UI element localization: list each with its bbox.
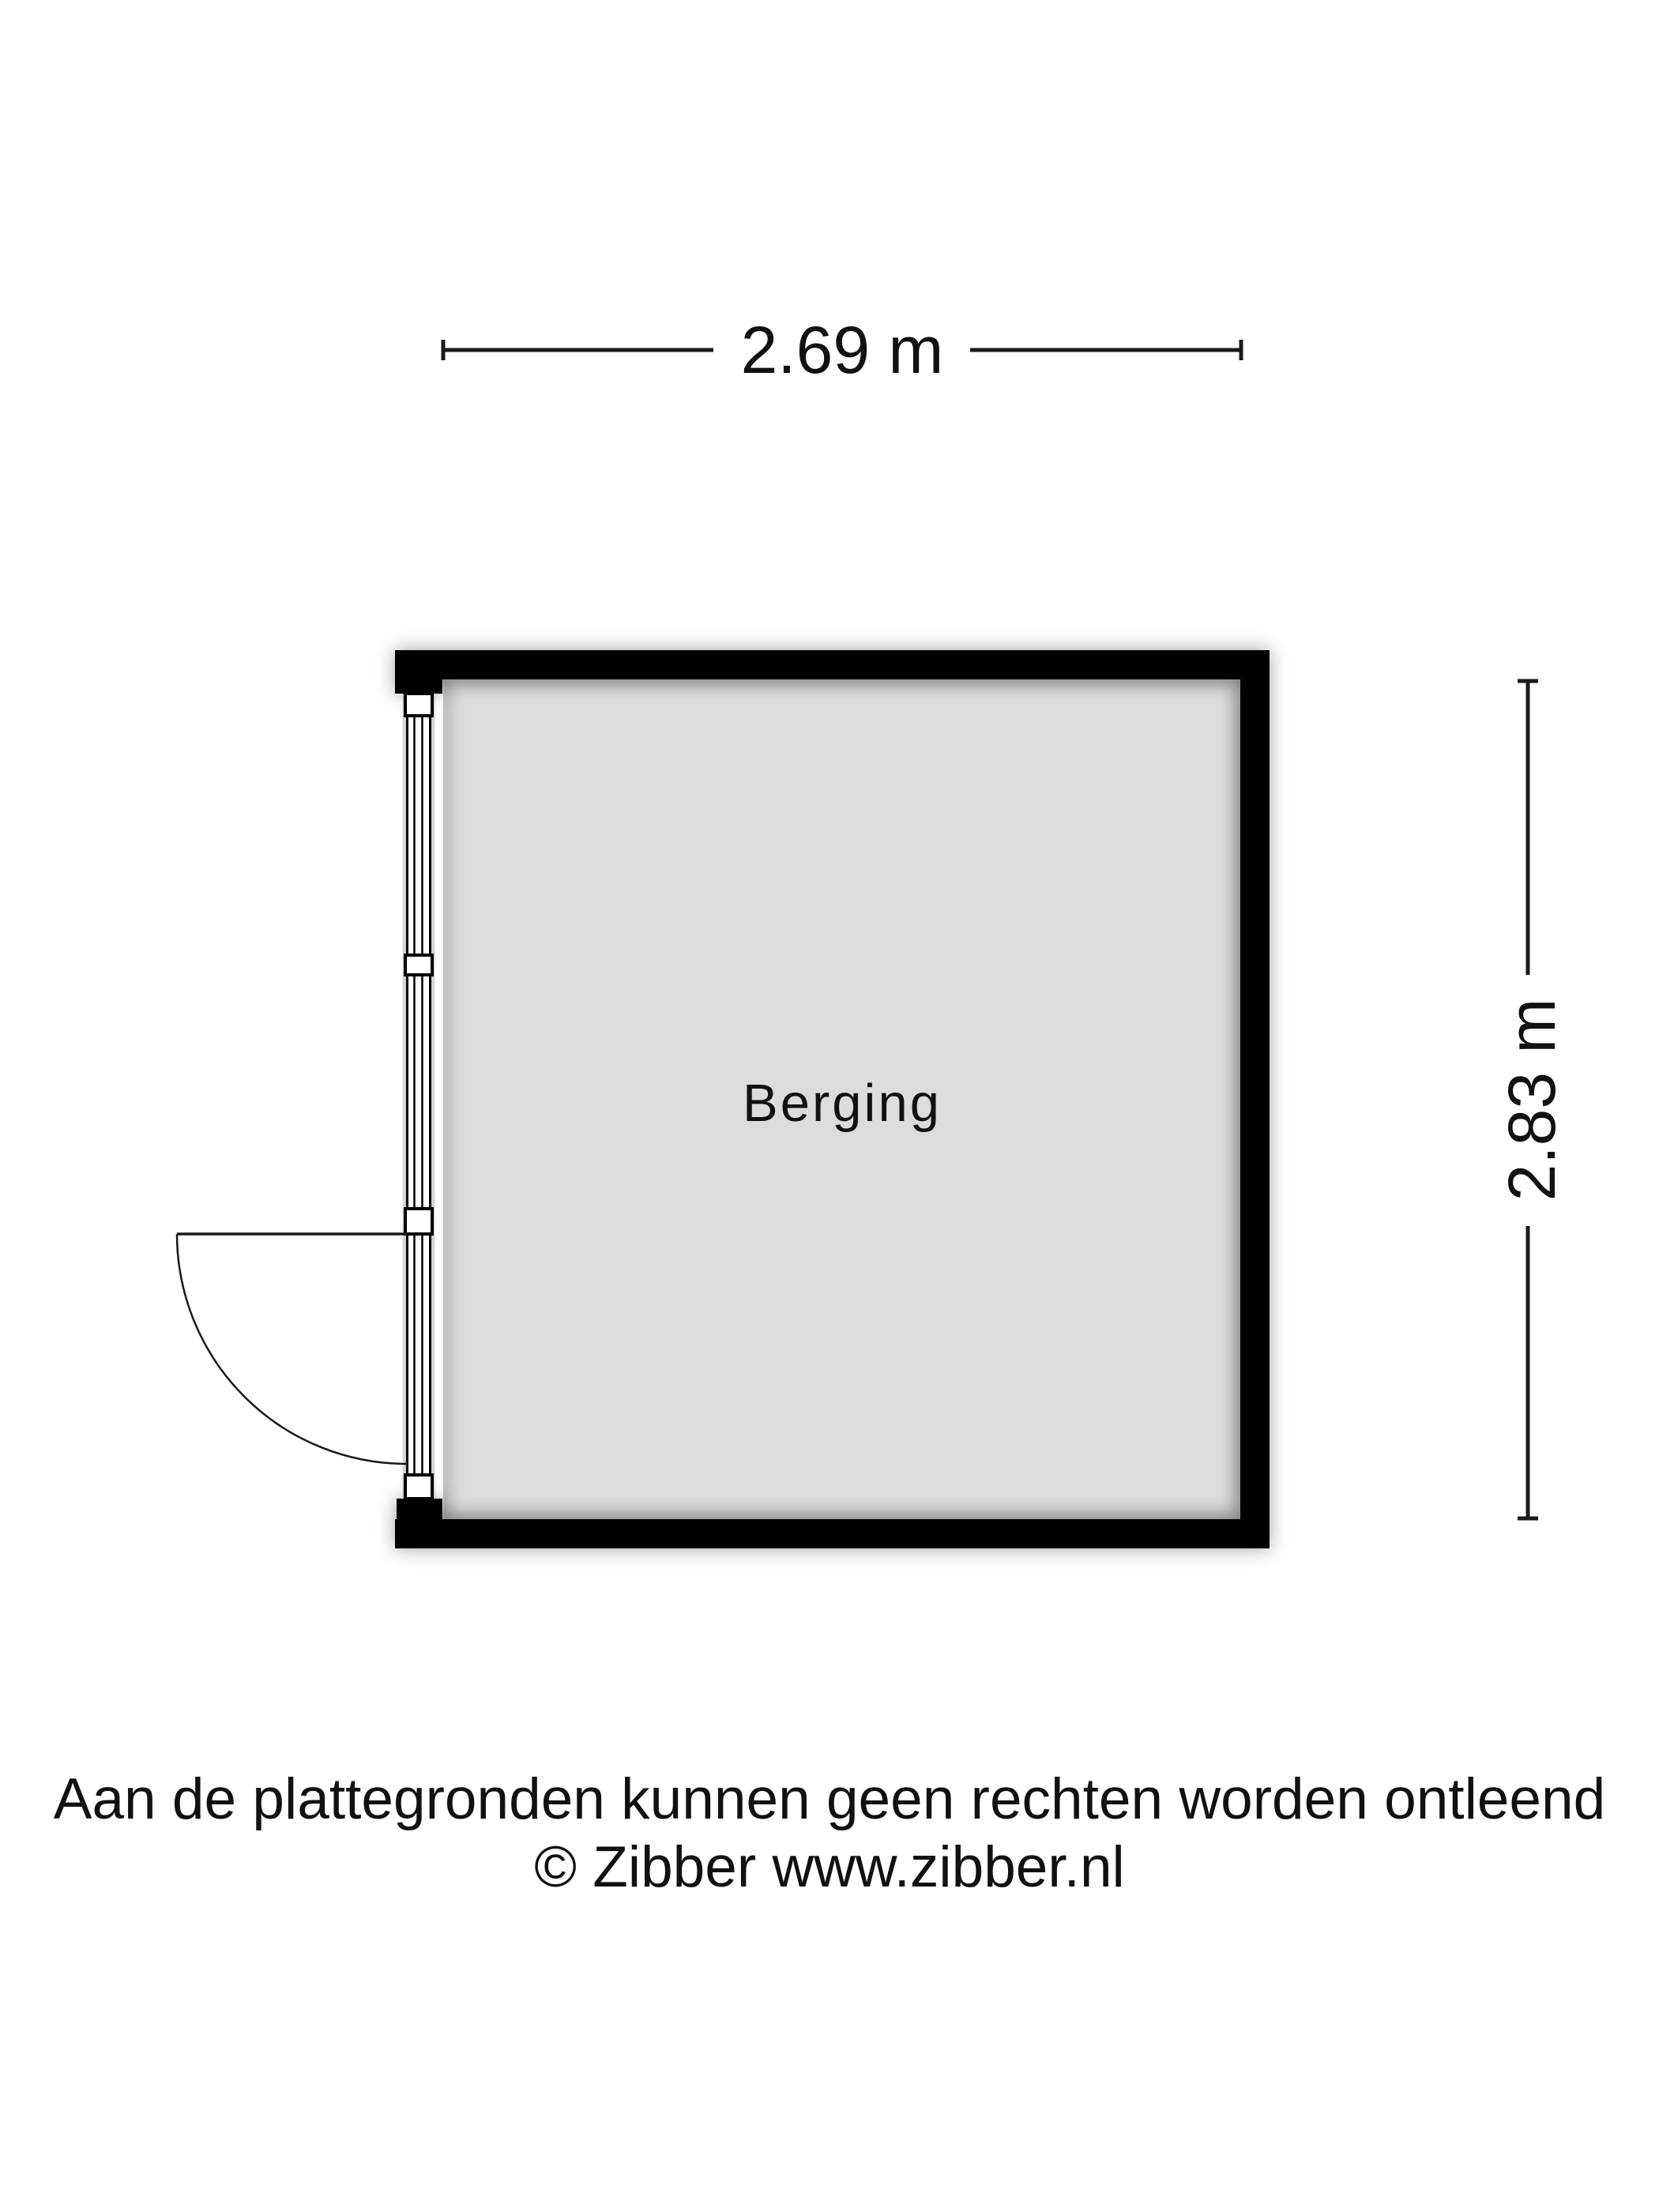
- wall-top-left-block: [395, 650, 442, 694]
- footer-copyright: © Zibber www.zibber.nl: [534, 1835, 1125, 1899]
- frame-cap-bottom: [405, 1475, 432, 1499]
- wall-top: [395, 650, 1270, 679]
- frame-section-door: [408, 1234, 431, 1475]
- frame-cap-top: [405, 694, 432, 716]
- dimension-height-label: 2.83 m: [1495, 998, 1569, 1202]
- frame-section-middle: [408, 975, 431, 1209]
- door-swing-arc: [177, 1234, 407, 1464]
- wall-bottom: [395, 1519, 1270, 1548]
- footer-disclaimer: Aan de plattegronden kunnen geen rechten worden ontleend: [53, 1767, 1606, 1831]
- frame-section-top: [408, 716, 431, 955]
- dimension-width-label: 2.69 m: [740, 313, 944, 387]
- frame-divider-lower: [405, 1209, 432, 1234]
- door-window-frame: [405, 694, 432, 1499]
- room-label: Berging: [743, 1074, 942, 1133]
- wall-right: [1240, 650, 1270, 1548]
- door-swing: [177, 1234, 407, 1464]
- frame-divider-upper: [405, 955, 432, 975]
- wall-bottom-left-block: [397, 1499, 442, 1548]
